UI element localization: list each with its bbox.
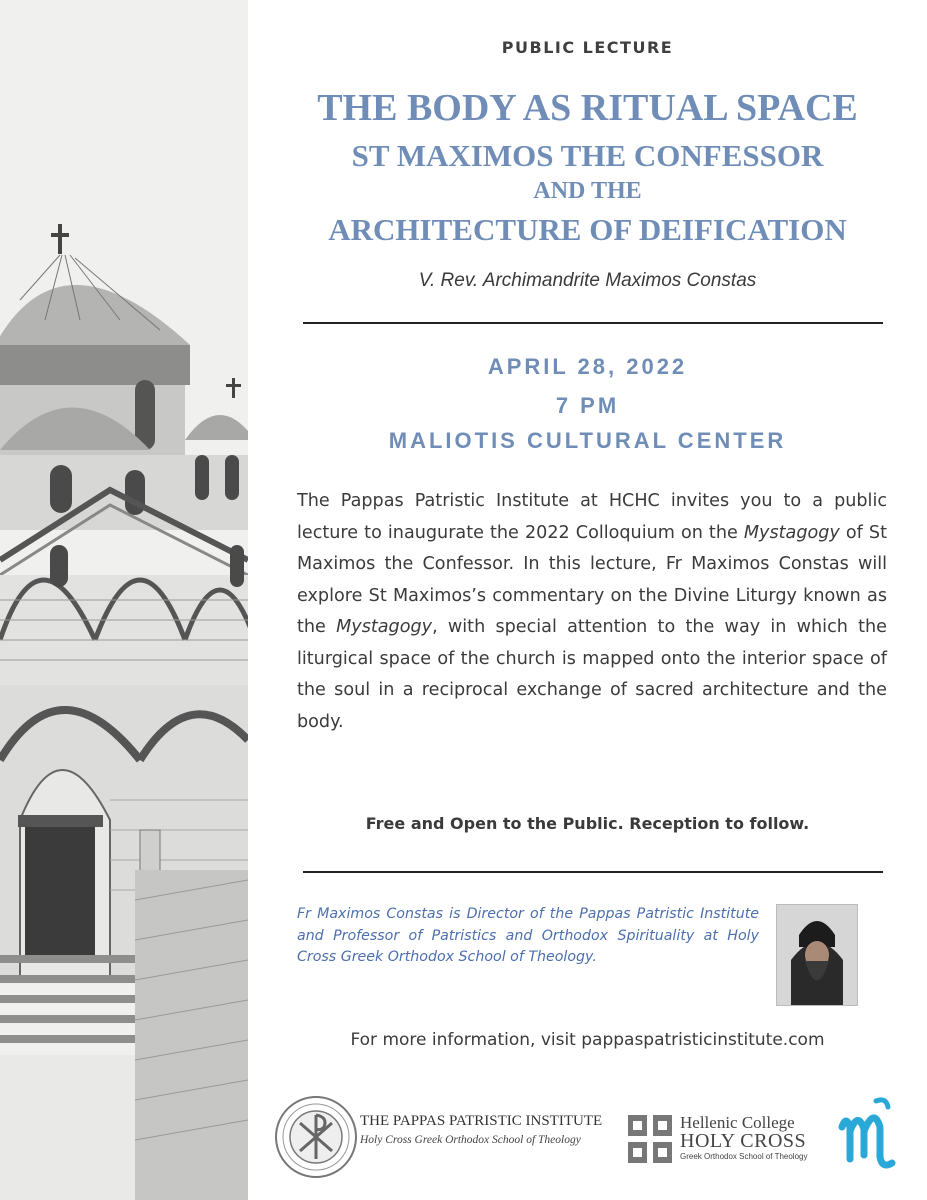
- hc-line-1: Hellenic College: [680, 1113, 795, 1132]
- hellenic-college-cross-icon: [628, 1115, 672, 1163]
- hc-line-2: HOLY CROSS: [680, 1130, 807, 1152]
- speaker-photo: [776, 904, 858, 1006]
- title-line-1: THE BODY AS RITUAL SPACE: [317, 87, 858, 129]
- ppi-subtitle: Holy Cross Greek Orthodox School of Theology: [360, 1134, 581, 1146]
- ppi-name: THE PAPPAS PATRISTIC INSTITUTE: [360, 1113, 603, 1129]
- description-part-3: , with special attention to the way in which the liturgical space of the church is mapped onto the interior space of the soul in a reciprocal exchange of sacred architecture and the body.: [297, 617, 887, 732]
- divider-bottom: [303, 871, 883, 873]
- hc-line-3: Greek Orthodox School of Theology: [680, 1152, 808, 1161]
- event-description: [297, 486, 887, 738]
- event-date: APRIL 28, 2022: [487, 354, 688, 379]
- admission-note: Free and Open to the Public. Reception to follow.: [365, 814, 810, 833]
- event-venue: MALIOTIS CULTURAL CENTER: [388, 428, 787, 453]
- title-line-4: ARCHITECTURE OF DEIFICATION: [328, 212, 847, 247]
- m-script-logo-icon: [836, 1097, 896, 1173]
- church-engraving: [0, 0, 248, 1200]
- description-part-1: The Pappas Patristic Institute at HCHC invites you to a public lecture to inaugurate the 2022 Colloquium on the: [297, 491, 887, 543]
- speaker-bio: Fr Maximos Constas is Director of the Pappas Patristic Institute and Professor of Patristics and Orthodox Spirituality at Holy Cross Greek Orthodox School of Theology.: [297, 906, 759, 965]
- more-info-link[interactable]: For more information, visit pappaspatristicinstitute.com: [350, 1030, 825, 1050]
- title-line-2: ST MAXIMOS THE CONFESSOR: [351, 138, 824, 173]
- chi-rho-seal-icon: [274, 1095, 358, 1179]
- description-part-2: of St Maximos the Confessor. In this lecture, Fr Maximos Constas will explore St Maximos’s commentary on the Divine Liturgy known as the: [297, 522, 887, 637]
- divider-top: [303, 322, 883, 324]
- event-kicker: PUBLIC LECTURE: [501, 38, 674, 57]
- description-emphasis-2: Mystagogy: [336, 617, 433, 637]
- title-line-3: AND THE: [533, 178, 642, 204]
- description-emphasis-1: Mystagogy: [743, 522, 840, 543]
- poster-content: [248, 0, 927, 1200]
- event-time: 7 PM: [555, 393, 620, 418]
- speaker-name: V. Rev. Archimandrite Maximos Constas: [418, 270, 757, 291]
